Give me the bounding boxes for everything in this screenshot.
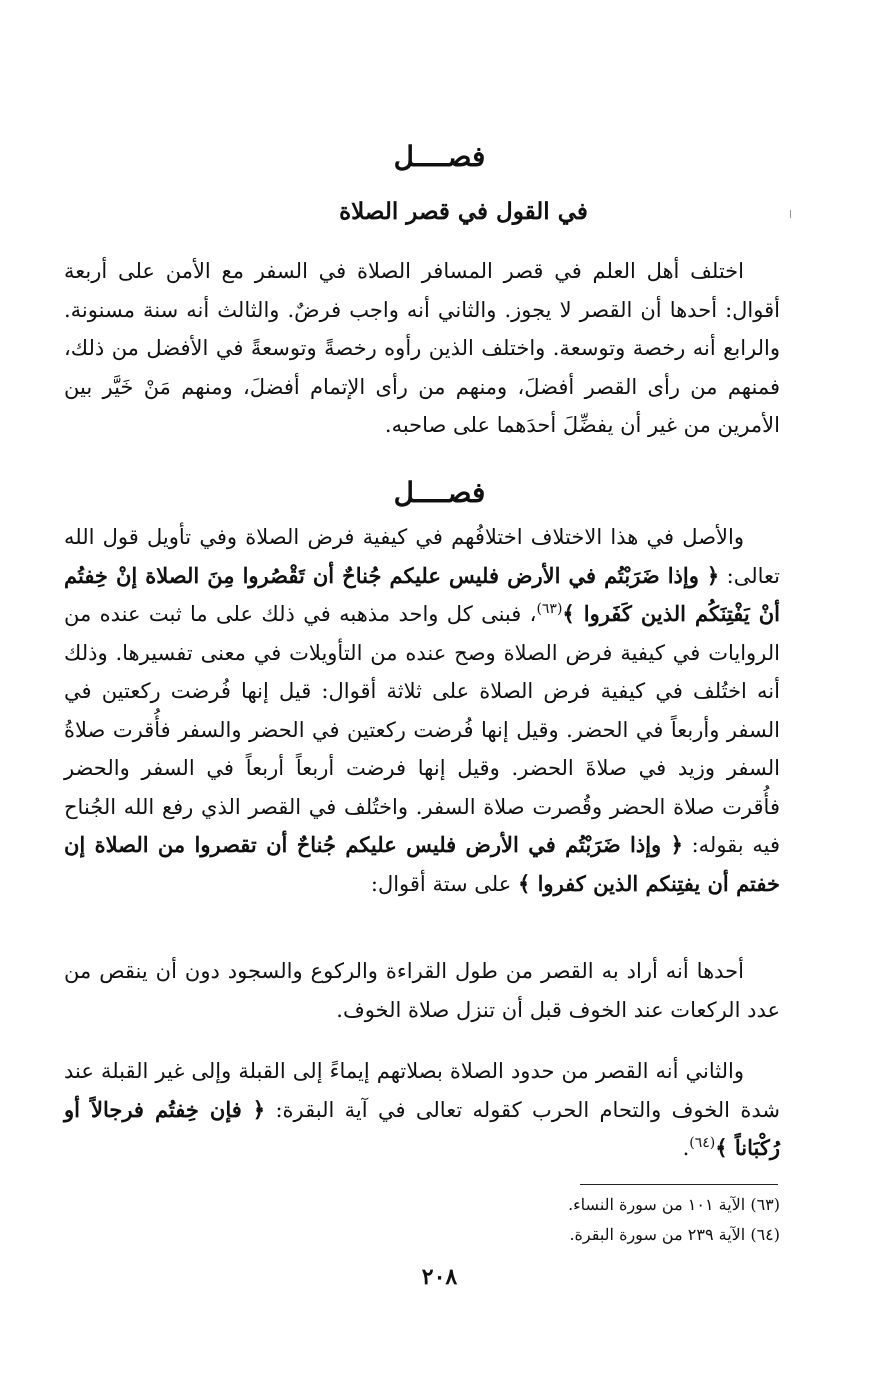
paragraph-4-text <box>64 1052 780 1168</box>
paragraph-1 <box>64 252 780 445</box>
quran-verse-2: وإذا ضَرَبْتُم في الأرض فليس عليكم جُناحٌ أن تقصروا من الصلاة إن خفتم أن يفتِنكم الذين كفروا <box>64 832 780 896</box>
paragraph-2-text <box>64 518 780 903</box>
paragraph-1-text: اختلف أهل العلم في قصر المسافر الصلاة في السفر مع الأمن على أربعة أقوال: أحدها أن القصر لا يجوز. والثاني أنه واجب فرضٌ. والثالث أنه سنة مسنونة. والرابع أنه رخصة وتوسعة. واختلف الذين رأوه رخصةً وتوسعةً في الأفضل من ذلك، فمنهم من رأى القصر أفضلَ، ومنهم من رأى الإتمام أفضلَ، ومنهم مَنْ خَيَّر بين الأمرين من غير أن يفضِّلَ أحدَهما على صاحبه. <box>64 259 780 437</box>
quran-close-bracket: ﴾ <box>562 601 575 626</box>
footnote-divider <box>580 1184 778 1185</box>
paragraph-2-part-3: على ستة أقوال: <box>370 871 518 896</box>
footnote-63: (٦٣) الآية ١٠١ من سورة النساء. <box>568 1195 780 1214</box>
footnote-ref-64[interactable]: (٦٤) <box>689 1135 716 1151</box>
paragraph-4-part-2: . <box>682 1136 690 1160</box>
paragraph-3-text: أحدها أنه أراد به القصر من طول القراءة والركوع والسجود دون أن ينقص من عدد الركعات عند الخوف قبل أن تنزل صلاة الخوف. <box>64 959 780 1022</box>
footnote-ref-63[interactable]: (٦٣) <box>536 601 563 617</box>
quran-open-bracket-2: ﴿ <box>670 832 683 857</box>
paragraph-4-part-1: والثاني أنه القصر من حدود الصلاة بصلاتهم إيماءً إلى القبلة وإلى غير القبلة عند شدة الخوف والتحام الحرب كقوله تعالى في آية البقرة: <box>64 1059 780 1122</box>
paragraph-4 <box>64 1052 780 1168</box>
section-heading-fasl: فصــــل <box>393 140 486 173</box>
footnotes <box>64 1190 780 1250</box>
quran-close-bracket-3: ﴾ <box>715 1135 728 1160</box>
paragraph-3 <box>64 952 780 1029</box>
quran-verse-3: فإن خِفتُم فرجالاً أو رُكْبَاناً <box>64 1096 780 1160</box>
paragraph-2-part-1: والأصل في هذا الاختلاف اختلافُهم في كيفية فرض الصلاة وفي تأويل قول الله تعالى: <box>64 525 780 588</box>
footnote-64: (٦٤) الآية ٢٣٩ من سورة البقرة. <box>569 1225 780 1244</box>
quran-verse-1: وإذا ضَرَبْتُم في الأرض فليس عليكم جُناحٌ أن تَقْصُروا مِنَ الصلاة إنْ خِفتُم أنْ يَفْتِنَكُم الذين كَفَروا <box>64 562 780 626</box>
quran-close-bracket-2: ﴾ <box>517 870 531 896</box>
paragraph-2 <box>64 518 780 903</box>
quran-open-bracket: ﴿ <box>706 562 720 588</box>
section-title: في القول في قصر الصلاة <box>339 198 588 225</box>
quran-open-bracket-3: ﴿ <box>252 1096 266 1122</box>
section-heading-fasl-2: فصــــل <box>393 476 486 509</box>
paragraph-2-part-2: ، فبنى كل واحد مذهبه في ذلك على ما ثبت عنده من الروايات في كيفية فرض الصلاة وصح عنده من التأويلات في معنى تفسيرها. وذلك أنه اختُلف في كيفية فرض الصلاة على ثلاثة أقوال: قيل إنها فُرضت ركعتين في السفر وأربعاً في الحضر. وقيل إنها فُرضت ركعتين في الحضر والسفر فأُقرت صلاةُ السفر وزيد في صلاةَ الحضر. وقيل إنها فرضت أربعاً أربعاً في السفر والحضر فأُقرت صلاة الحضر وقُصرت صلاة السفر. واختُلف في القصر الذي رفع الله الجُناح فيه بقوله: <box>64 602 780 857</box>
page-number: ٢٠٨ <box>421 1264 458 1290</box>
